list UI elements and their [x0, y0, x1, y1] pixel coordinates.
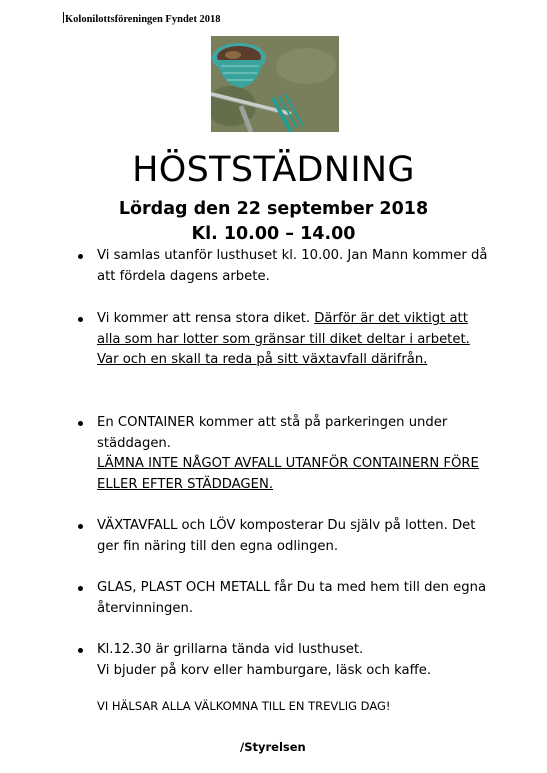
document-header	[63, 12, 221, 25]
list-item	[78, 516, 488, 557]
bullet-icon	[78, 317, 83, 322]
list-item-text-plain: Vi kommer att rensa stora diket.	[97, 311, 315, 326]
list-item	[78, 578, 488, 619]
list-item-text	[97, 413, 488, 495]
garden-basket-photo	[211, 36, 339, 132]
list-item-text	[97, 640, 488, 681]
list-item	[78, 413, 488, 495]
list-item-text: VÄXTAVFALL och LÖV komposterar Du själv på lotten. Det ger fin näring till den egna odlingen.	[97, 518, 476, 554]
closing-text: VI HÄLSAR ALLA VÄLKOMNA TILL EN TREVLIG DAG!	[97, 699, 391, 713]
list-item-text: Vi samlas utanför lusthuset kl. 10.00. Jan Mann kommer då att fördela dagens arbete.	[97, 248, 488, 284]
list-item-text: GLAS, PLAST OCH METALL får Du ta med hem till den egna återvinningen.	[97, 580, 487, 616]
list-item	[78, 246, 488, 287]
page-title: HÖSTSTÄDNING	[132, 150, 415, 190]
header-text: Kolonilottsföreningen Fyndet 2018	[65, 14, 221, 25]
bullet-icon	[78, 421, 83, 426]
list-item-text-plain: En CONTAINER kommer att stå på parkeringen under städdagen.	[97, 415, 448, 451]
list-item-text-underlined: Därför är det viktigt att alla som har lotter som gränsar till diket deltar i arbetet. Var och en skall ta reda på sitt växtavfall därifrån.	[97, 311, 470, 367]
list-item-text-underlined: LÄMNA INTE NÅGOT AVFALL UTANFÖR CONTAINERN FÖRE ELLER EFTER STÄDDAGEN.	[97, 456, 479, 492]
bullet-icon	[78, 586, 83, 591]
bullet-icon	[78, 648, 83, 653]
signature: /Styrelsen	[240, 740, 306, 754]
list-item	[78, 640, 488, 681]
event-date: Lördag den 22 september 2018	[118, 199, 429, 219]
list-item-text-line: Vi bjuder på korv eller hamburgare, läsk och kaffe.	[97, 662, 432, 678]
list-item-text-line: Kl.12.30 är grillarna tända vid lusthuset.	[97, 642, 364, 657]
list-item-text	[97, 309, 488, 371]
bullet-icon	[78, 524, 83, 529]
event-time: Kl. 10.00 – 14.00	[191, 224, 356, 244]
text-cursor	[63, 12, 64, 23]
bullet-icon	[78, 254, 83, 259]
list-item	[78, 309, 488, 371]
